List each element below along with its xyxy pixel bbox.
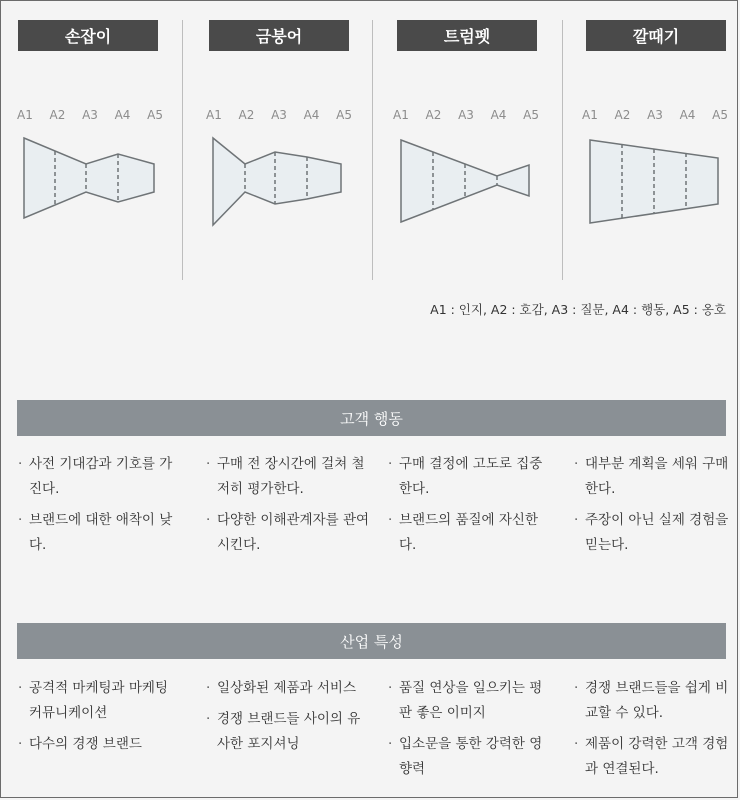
stage-label: A4 [114, 108, 131, 122]
stage-label: A4 [679, 108, 696, 122]
list-item: · 다수의 경쟁 브랜드 [18, 732, 183, 757]
stage-label: A3 [647, 108, 663, 122]
list-item: · 브랜드의 품질에 자신한다. [388, 508, 553, 558]
list-item: · 공격적 마케팅과 마케팅 커뮤니케이션 [18, 676, 183, 726]
column-title-trumpet: 트럼펫 [397, 20, 537, 51]
customer-behavior-list-funnel [574, 452, 739, 564]
section-title-customer-behavior: 고객 행동 [17, 400, 726, 436]
door-handle-shape [18, 128, 163, 228]
list-item: · 입소문을 통한 강력한 영향력 [388, 732, 553, 782]
list-item: · 주장이 아닌 실제 경험을 믿는다. [574, 508, 739, 558]
column-title-handle: 손잡이 [18, 20, 158, 51]
list-item: · 일상화된 제품과 서비스 [206, 676, 371, 701]
stage-label: A3 [271, 108, 287, 122]
list-item: · 경쟁 브랜드들을 쉽게 비교할 수 있다. [574, 676, 739, 726]
stage-label: A5 [523, 108, 539, 122]
stage-label: A2 [614, 108, 631, 122]
stage-label: A1 [206, 108, 222, 122]
column-divider [562, 20, 563, 280]
stage-label: A5 [147, 108, 163, 122]
column-title-goldfish: 금붕어 [209, 20, 349, 51]
industry-list-handle [18, 676, 183, 763]
customer-behavior-list-handle [18, 452, 183, 564]
stage-label: A2 [425, 108, 442, 122]
stage-label: A3 [458, 108, 474, 122]
list-item: · 구매 결정에 고도로 집중한다. [388, 452, 553, 502]
customer-behavior-list-goldfish [206, 452, 371, 564]
stage-label: A4 [303, 108, 320, 122]
stage-label: A5 [712, 108, 728, 122]
column-title-funnel: 깔때기 [586, 20, 726, 51]
stage-legend: A1 : 인지, A2 : 호감, A3 : 질문, A4 : 행동, A5 : 옹호 [430, 302, 726, 317]
list-item: · 사전 기대감과 기호를 가진다. [18, 452, 183, 502]
column-divider [182, 20, 183, 280]
list-item: · 다양한 이해관계자를 관여시킨다. [206, 508, 371, 558]
list-item: · 제품이 강력한 고객 경험과 연결된다. [574, 732, 739, 782]
stage-label: A2 [238, 108, 255, 122]
list-item: · 경쟁 브랜드들 사이의 유사한 포지셔닝 [206, 707, 371, 757]
list-item: · 구매 전 장시간에 걸쳐 철저히 평가한다. [206, 452, 371, 502]
section-title-industry-characteristics: 산업 특성 [17, 623, 726, 659]
column-divider [372, 20, 373, 280]
stage-label: A4 [490, 108, 507, 122]
goldfish-shape [207, 128, 352, 228]
customer-behavior-list-trumpet [388, 452, 553, 564]
stage-labels-trumpet [393, 108, 539, 126]
list-item: · 품질 연상을 일으키는 평판 좋은 이미지 [388, 676, 553, 726]
stage-label: A2 [49, 108, 66, 122]
list-item: · 대부분 계획을 세워 구매한다. [574, 452, 739, 502]
stage-labels-handle [17, 108, 163, 126]
stage-labels-funnel [582, 108, 728, 126]
stage-label: A3 [82, 108, 98, 122]
stage-labels-goldfish [206, 108, 352, 126]
trumpet-shape [395, 128, 540, 228]
stage-label: A1 [17, 108, 33, 122]
stage-label: A1 [393, 108, 409, 122]
door-handle-outline [24, 138, 154, 218]
industry-list-trumpet [388, 676, 553, 788]
industry-list-goldfish [206, 676, 371, 763]
funnel-shape [584, 128, 729, 228]
stage-label: A1 [582, 108, 598, 122]
list-item: · 브랜드에 대한 애착이 낮다. [18, 508, 183, 558]
stage-label: A5 [336, 108, 352, 122]
goldfish-outline [213, 138, 341, 225]
industry-list-funnel [574, 676, 739, 788]
